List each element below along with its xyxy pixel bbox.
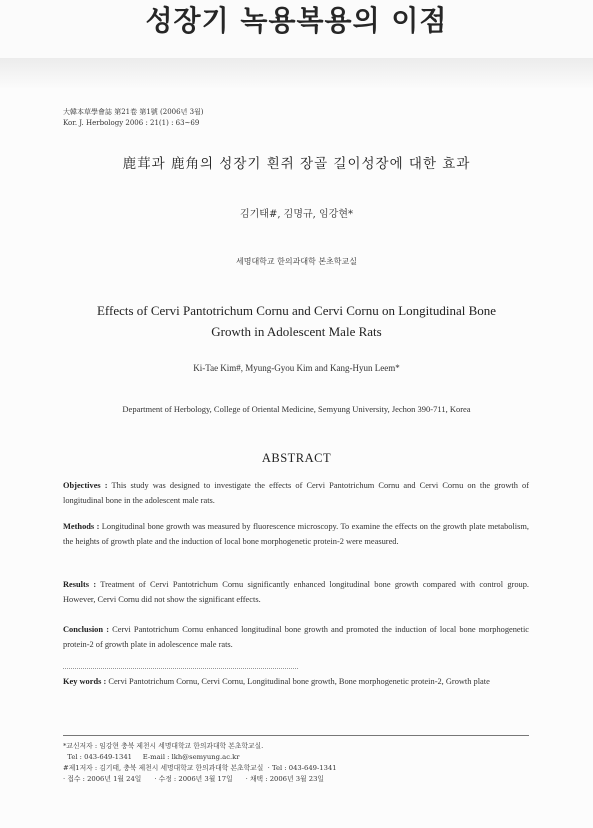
objectives-label: Objectives : [63,481,108,490]
journal-line-1: 大韓本草學會誌 第21卷 第1號 (2006년 3월) [63,108,204,116]
journal-line-2: Kor. J. Herbology 2006 : 21(1) : 63~69 [63,119,200,127]
footnote-line-3: #제1저자 : 김기태, 충북 제천시 세명대학교 한의과대학 본초학교실 · Tel : 043-649-1341 [63,764,337,772]
objectives-paragraph [63,478,529,508]
banner-title: 성장기 녹용복용의 이점 [145,4,448,37]
results-label: Results : [63,580,97,589]
conclusion-paragraph [63,622,529,652]
english-title-line-2: Growth in Adolescent Male Rats [211,324,382,339]
korean-authors: 김기태#, 김명규, 임강현* [239,209,354,220]
footnote-rule [63,735,529,736]
footnote-line-4: · 접수 : 2006년 1월 24일 · 수정 : 2006년 3월 17일 · 채택 : 2006년 3월 23일 [63,775,324,783]
objectives-text: This study was designed to investigate the effects of Cervi Pantotrichum Cornu and Cervi Cornu on the growth of longitudinal bone in the adolescent male rats. [63,481,530,505]
keywords-label: Key words : [63,677,107,686]
methods-label: Methods : [63,522,100,531]
english-title-line-1: Effects of Cervi Pantotrichum Cornu and Cervi Cornu on Longitudinal Bone [96,303,497,318]
english-title [0,300,593,342]
english-authors: Ki-Tae Kim#, Myung-Gyou Kim and Kang-Hyun Leem* [193,363,400,373]
conclusion-text: Cervi Pantotrichum Cornu enhanced longitudinal bone growth and promoted the induction of local bone morphogenetic protein-2 of growth plate in adolescence male rats. [63,625,529,649]
results-text: Treatment of Cervi Pantotrichum Cornu significantly enhanced longitudinal bone growth compared with control group. However, Cervi Cornu did not show the significant effects. [63,580,529,604]
keywords-divider [63,668,298,669]
header-banner [0,0,593,58]
methods-text: Longitudinal bone growth was measured by fluorescence microscopy. To examine the effects on the growth plate metabolism, the heights of growth plate and the induction of local bone morphogenetic protein-2 were measured. [63,522,529,546]
abstract-heading: ABSTRACT [261,451,332,465]
korean-affiliation: 세명대학교 한의과대학 본초학교실 [235,257,357,266]
banner-divider [0,58,593,88]
conclusion-label: Conclusion : [63,625,109,634]
keywords-paragraph [63,674,529,689]
english-affiliation: Department of Herbology, College of Oriental Medicine, Semyung University, Jechon 390-711, Korea [122,404,471,414]
methods-paragraph [63,519,529,549]
keywords-text: Cervi Pantotrichum Cornu, Cervi Cornu, Longitudinal bone growth, Bone morphogenetic protein-2, Growth plate [106,677,490,686]
korean-title: 鹿茸과 鹿角의 성장기 흰쥐 장골 길이성장에 대한 효과 [122,156,471,172]
footnote-line-1: *교신저자 : 임강현 충북 제천시 세명대학교 한의과대학 본초학교실. [63,742,264,750]
footnote-line-2: Tel : 043-649-1341 E-mail : lkh@semyung.ac.kr [63,753,240,761]
results-paragraph [63,577,529,607]
